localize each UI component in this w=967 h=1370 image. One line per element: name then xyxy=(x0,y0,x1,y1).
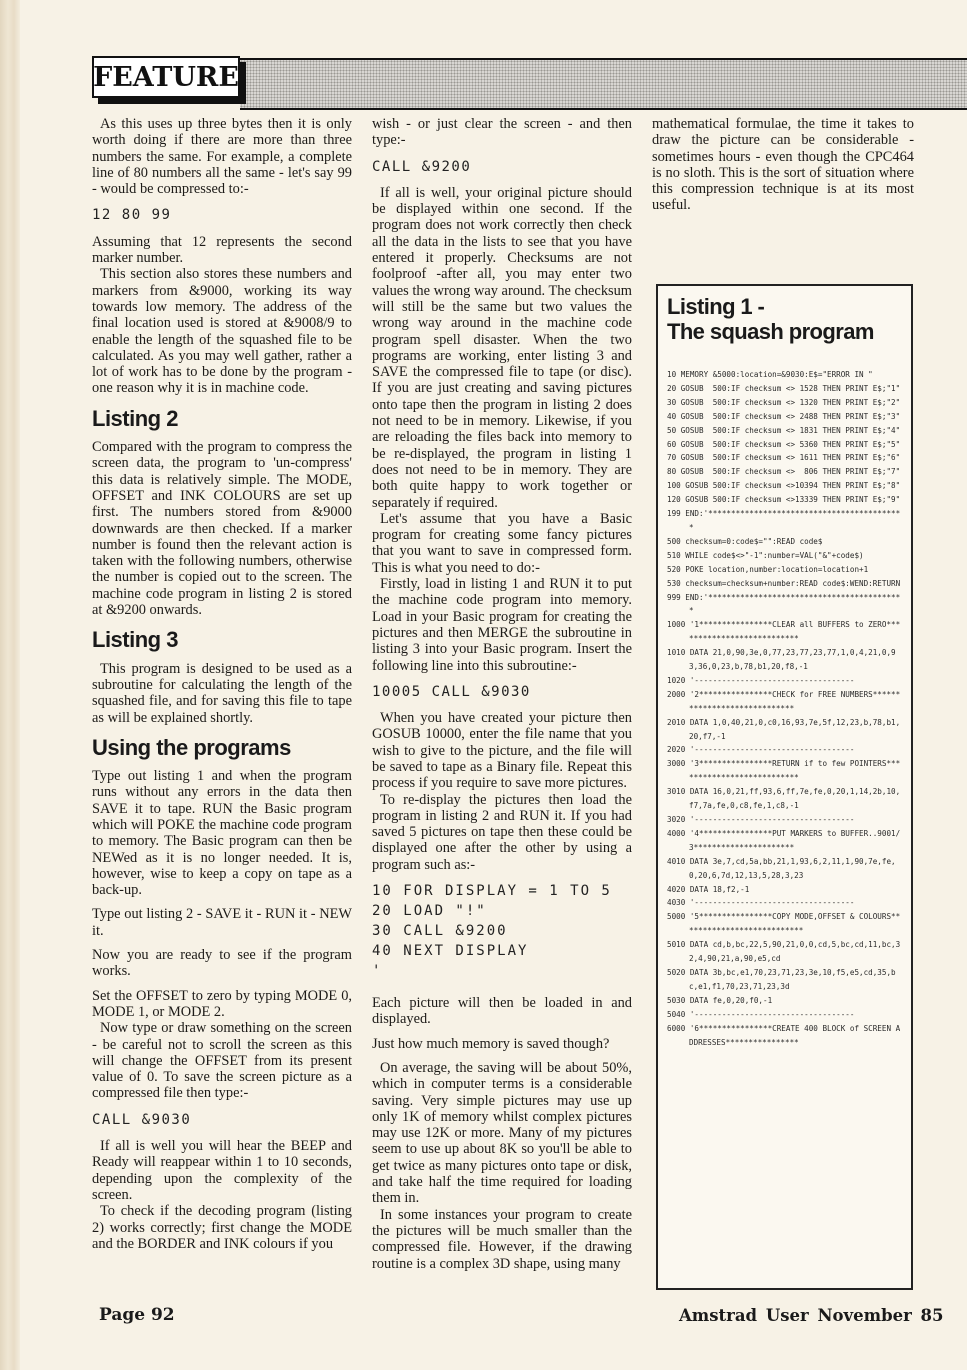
header-halftone-band xyxy=(240,58,967,110)
listing-code-line: 5040 '----------------------------------- xyxy=(667,1009,855,1019)
listing-code-line: 510 WHILE code$<>"-1":number=VAL("&"+code$) xyxy=(667,550,864,560)
paragraph: Just how much memory is saved though? xyxy=(372,1035,610,1052)
paragraph: To check if the decoding program (listing 2) works correctly; first change the MODE and the BORDER and INK colours if you xyxy=(92,1203,352,1252)
column-3 xyxy=(652,116,914,214)
listing-code-line: 20 GOSUB 500:IF checksum <> 1528 THEN PRINT E$;"1" xyxy=(667,383,901,393)
listing-code-line: 80 GOSUB 500:IF checksum <> 806 THEN PRINT E$;"7" xyxy=(667,467,901,477)
section-label: FEATURE xyxy=(93,61,239,93)
listing-code-line: 999 END:'******************************************* xyxy=(667,592,901,616)
paragraph: Now type or draw something on the screen - be careful not to scroll the screen as this will change the OFFSET from its present value of 0. To save the screen picture as a compressed file then type:- xyxy=(92,1020,352,1102)
paragraph: This program is designed to be used as a subroutine for calculating the length of the squashed file, and for saving this file to tape as will be explained shortly. xyxy=(92,660,352,726)
section-label-box xyxy=(92,56,240,98)
listing-code-line: 3020 '----------------------------------- xyxy=(667,815,855,824)
code-line: 10 FOR DISPLAY = 1 TO 5 xyxy=(372,883,612,900)
code-example: CALL &9200 xyxy=(372,158,472,175)
listing-code-line: 5000 '5****************COPY MODE,OFFSET & COLOURS*************************** xyxy=(667,912,901,936)
paragraph: As this uses up three bytes then it is only worth doing if there are more than three numbers the same. For example, a complete line of 80 numbers all the same - let's say 99 - would be compressed to:- xyxy=(92,116,352,198)
listing-code-line: 1010 DATA 21,0,90,3e,0,77,23,77,23,77,1,0,4,21,0,93,36,0,23,b,78,b1,20,f8,-1 xyxy=(667,648,896,672)
column-1 xyxy=(92,116,352,1252)
listing-code-line: 2010 DATA 1,0,40,21,0,c0,16,93,7e,5f,12,23,b,78,b1,20,f7,-1 xyxy=(667,717,901,741)
listing-code-line: 2020 '----------------------------------- xyxy=(667,745,855,755)
paragraph: mathematical formulae, the time it takes to draw the picture can be considerable -sometimes hours - even though the CPC464 is no sloth. This is the sort of situation where this compression technique is at its most useful. xyxy=(652,116,914,214)
listing-code-line: 3010 DATA 16,0,21,ff,93,6,ff,7e,fe,0,20,1,14,2b,10,f7,7a,fe,0,c8,fe,1,c8,-1 xyxy=(667,787,901,811)
magazine-issue: Amstrad User November 85 xyxy=(679,1306,944,1325)
listing-code-line: 10 MEMORY &5000:location=&9030:E$="ERROR IN " xyxy=(667,370,873,379)
listing-code-line: 5030 DATA fe,0,20,f0,-1 xyxy=(667,995,773,1005)
listing-code-line: 100 GOSUB 500:IF checksum <>10394 THEN PRINT E$;"8" xyxy=(667,481,901,491)
listing-code-line: 50 GOSUB 500:IF checksum <> 1831 THEN PRINT E$;"4" xyxy=(667,425,901,435)
paragraph: Set the OFFSET to zero by typing MODE 0, MODE 1, or MODE 2. xyxy=(92,987,352,1020)
paragraph: Each picture will then be loaded in and displayed. xyxy=(372,995,632,1028)
paragraph: When you have created your picture then GOSUB 10000, enter the file name that you wish to give to the picture, and the file will be saved to tape as a Binary file. Repeat this process if you require to save more pictures. xyxy=(372,710,632,792)
listing-code-line: 500 checksum=0:code$="":READ code$ xyxy=(667,536,823,546)
listing-code-line: 1000 '1****************CLEAR all BUFFERS to ZERO*************************** xyxy=(667,620,901,644)
paragraph: Let's assume that you have a Basic program for creating some fancy pictures that you want to save in compressed form. This is what you need to do:- xyxy=(372,510,632,576)
code-example: CALL &9030 xyxy=(92,1111,192,1128)
listing-code-line: 3000 '3****************RETURN if to few POINTERS*************************** xyxy=(667,759,901,783)
listing-code-line: 4030 '----------------------------------- xyxy=(667,898,855,908)
paragraph: Firstly, load in listing 1 and RUN it to put the machine code program into memory. Load in your Basic program for creating the pictures and then MERGE the subroutine in listing 3 into your Basic program. Insert the following line into this subroutine:- xyxy=(372,576,632,674)
code-line: 40 NEXT DISPLAY xyxy=(372,943,529,960)
page-number: Page 92 xyxy=(99,1305,175,1325)
paragraph: If all is well, your original picture should be displayed within one second. If the program does not work correctly then check all the data in the lists to see that you have entered it properly. Checksums are not foolproof -after all, you may enter two values the wrong way around. The checksum will still be the same but two values the wrong way around in the machine code program spell disaster. When the two programs are working, enter listing 3 and SAVE the compressed file to tape (or disc). If you are just creating and saving pictures onto tape then the program in listing 2 does not need to be in memory. Likewise, if you are reloading the files back into memory to be re-displayed, the program in listing 1 does not need to be in memory. They are both quite happy to work together or separately if required. xyxy=(372,184,632,511)
paragraph: In some instances your program to create the pictures will be much smaller than the compressed file. However, if the drawing routine is a complex 3D shape, using many xyxy=(372,1206,632,1272)
listing-code-line: 4010 DATA 3e,7,cd,5a,bb,21,1,93,6,2,11,1,90,7e,fe,0,20,6,7d,12,13,5,28,3,23 xyxy=(667,856,896,880)
listing-code-line: 530 checksum=checksum+number:READ code$:WEND:RETURN xyxy=(667,578,901,588)
listing-code-line: 199 END:'******************************************* xyxy=(667,509,901,532)
listing-code-line: 520 POKE location,number:location=location+1 xyxy=(667,564,869,574)
listing-code-line: 4000 '4****************PUT MARKERS to BUFFER..9001/3********************** xyxy=(667,828,901,852)
paragraph: To re-display the pictures then load the program in listing 2 and RUN it. If you had saved 5 pictures on tape then these could be displayed one after the other by using a program such as:- xyxy=(372,791,632,873)
page-spine-shadow xyxy=(0,0,20,1370)
heading-listing-3: Listing 3 xyxy=(92,627,178,653)
listing-code-line: 2000 '2****************CHECK for FREE NUMBERS***************************** xyxy=(667,689,901,713)
paragraph: wish - or just clear the screen - and then type:- xyxy=(372,116,632,149)
display-program-code xyxy=(372,881,632,981)
listing-code-line: 30 GOSUB 500:IF checksum <> 1320 THEN PRINT E$;"2" xyxy=(667,397,901,407)
listing-code-line: 40 GOSUB 500:IF checksum <> 2488 THEN PRINT E$;"3" xyxy=(667,411,901,421)
listing-code-line: 70 GOSUB 500:IF checksum <> 1611 THEN PRINT E$;"6" xyxy=(667,453,901,463)
code-example: 10005 CALL &9030 xyxy=(372,683,531,700)
listing-1-box xyxy=(656,284,913,1290)
listing-1-code xyxy=(667,368,903,1049)
listing-code-line: 120 GOSUB 500:IF checksum <>13339 THEN PRINT E$;"9" xyxy=(667,495,901,505)
paragraph: Assuming that 12 represents the second marker number. xyxy=(92,233,352,267)
listing-1-title xyxy=(667,294,903,344)
paragraph: On average, the saving will be about 50%, which in computer terms is a considerable saving. Very simple pictures may use up only 1K of memory whilst complex pictures may use 12K or more. Many of my pictures seem to use up about 8K so you'll be able to get twice as many pictures onto tape or disk, and take half the time required for loading them in. xyxy=(372,1059,632,1207)
code-line: ' xyxy=(372,963,383,980)
paragraph: If all is well you will hear the BEEP and Ready will reappear within 1 to 10 seconds, depending upon the complexity of the screen. xyxy=(92,1138,352,1203)
paragraph: Type out listing 2 - SAVE it - RUN it - NEW it. xyxy=(92,906,352,939)
code-example: 12 80 99 xyxy=(92,207,172,224)
code-line: 20 LOAD "!" xyxy=(372,903,487,920)
listing-title-line: The squash program xyxy=(667,319,874,344)
listing-title-line: Listing 1 - xyxy=(667,294,765,319)
listing-code-line: 4020 DATA 18,f2,-1 xyxy=(667,884,750,894)
heading-listing-2: Listing 2 xyxy=(92,405,178,431)
paragraph: Type out listing 1 and when the program runs without any errors in the data then SAVE it to tape. RUN the Basic program which will POKE the machine code program to memory. The Basic program can then be NEWed as it is no longer needed. It is, however, wise to keep a copy on tape as a back-up. xyxy=(92,768,352,899)
listing-code-line: 1020 '----------------------------------- xyxy=(667,675,855,685)
column-2 xyxy=(372,116,632,1272)
paragraph: Compared with the program to compress the screen data, the program to 'un-compress' this data is relatively simple. The MODE, OFFSET and INK COLOURS are set up first. The numbers stored from &9000 downwards are then checked. If a marker number is found then the relevant action is taken with the following numbers, otherwise the number is copied out to the screen. The machine code program in listing 2 is stored at &9200 onwards. xyxy=(92,439,352,619)
heading-using-the-programs: Using the programs xyxy=(92,734,291,760)
paragraph: This section also stores these numbers and markers from &9000, working its way towards low memory. The address of the final location used is stored at &9008/9 to enable the length of the squashed file to be calculated. As you may well gather, rather a lot of work has to be done by the program -one reason why it is in machine code. xyxy=(92,266,352,397)
listing-code-line: 5010 DATA cd,b,bc,22,5,90,21,0,0,cd,5,bc,cd,11,bc,32,4,90,21,a,90,e5,cd xyxy=(667,940,901,964)
code-line: 30 CALL &9200 xyxy=(372,923,508,940)
listing-code-line: 5020 DATA 3b,bc,e1,70,23,71,23,3e,10,f5,e5,cd,35,bc,e1,f1,70,23,71,23,3d xyxy=(667,967,896,991)
paragraph: Now you are ready to see if the program works. xyxy=(92,947,352,980)
listing-code-line: 6000 '6****************CREATE 400 BLOCK of SCREEN ADDRESSES**************** xyxy=(667,1023,901,1047)
listing-code-line: 60 GOSUB 500:IF checksum <> 5360 THEN PRINT E$;"5" xyxy=(667,439,901,449)
